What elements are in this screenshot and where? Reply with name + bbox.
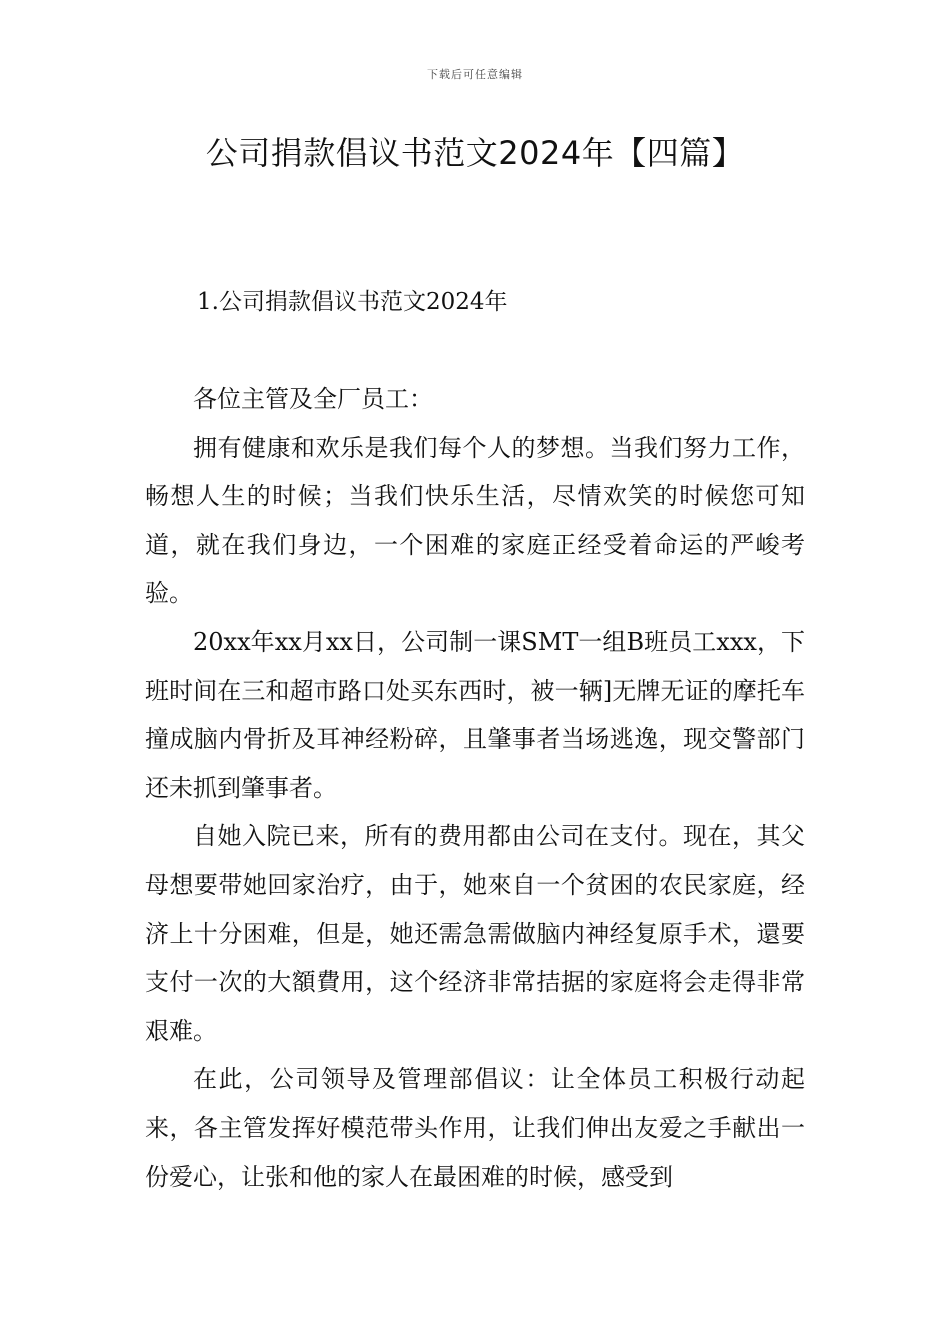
body-paragraph: 20xx年xx月xx日，公司制一课SMT一组B班员工xxx，下班时间在三和超市路口处买东西时，被一辆]无牌无证的摩托车撞成脑内骨折及耳神经粉碎，且肇事者当场逃逸，现交警部门还未抓到肇事者。 xyxy=(145,627,805,802)
body-paragraph: 拥有健康和欢乐是我们每个人的梦想。当我们努力工作，畅想人生的时候；当我们快乐生活，尽情欢笑的时候您可知道，就在我们身边，一个困难的家庭正经受着命运的严峻考验。 xyxy=(145,433,805,608)
document-title: 公司捐款倡议书范文2024年【四篇】 xyxy=(205,134,745,172)
document-body xyxy=(145,375,805,1201)
section-heading: 1.公司捐款倡议书范文2024年 xyxy=(197,289,508,315)
body-paragraph: 在此，公司领导及管理部倡议：让全体员工积极行动起来，各主管发挥好模范带头作用，让我们伸出友爱之手献出一份爱心，让张和他的家人在最困难的时候，感受到 xyxy=(145,1065,805,1191)
header-note: 下载后可任意编辑 xyxy=(427,68,523,81)
body-paragraph: 自她入院已来，所有的费用都由公司在支付。现在，其父母想要带她回家治疗，由于，她來自一个贫困的农民家庭，经济上十分困难，但是，她还需急需做脑内神经复原手术，還要支付一次的大額費用，这个经济非常拮据的家庭将会走得非常艰难。 xyxy=(145,822,805,1045)
salutation-paragraph: 各位主管及全厂员工： xyxy=(193,385,433,413)
